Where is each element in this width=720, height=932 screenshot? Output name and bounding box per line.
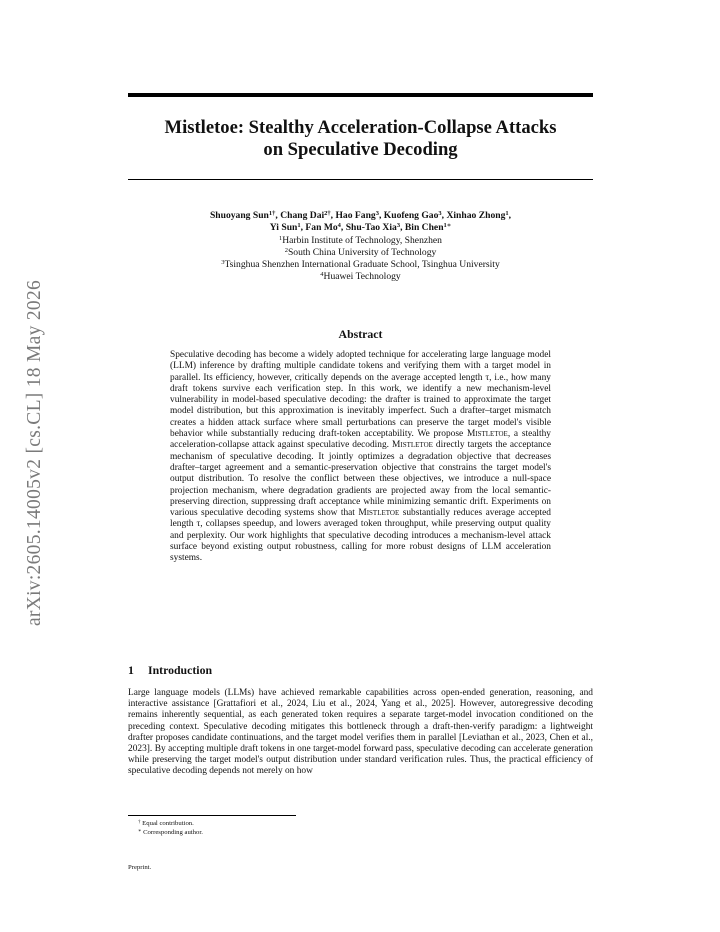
author-names: Shuoyang Sun$^{1\dagger}$, Chang Dai$^{2\dagger}$, Hao Fang$^3$, Kuofeng Gao$^3$, Xinhao Zhong$^1$, Yi Sun$^1$, Fan Mo$^4$, Shu-Tao Xia$^3$, Bin Chen$^{1∗}$ (209, 210, 512, 234)
author: Hao Fang$^3$ (335, 210, 379, 221)
footnote: † Equal contribution. (138, 820, 194, 827)
author-block (128, 210, 593, 284)
paper-title (128, 117, 593, 161)
section-title: Introduction (148, 663, 213, 677)
title-line-2: on Speculative Decoding (263, 139, 458, 160)
author: Chang Dai$^{2\dagger}$ (280, 210, 331, 221)
method-name: Mistletoe (358, 508, 400, 519)
author: Fan Mo$^4$ (305, 222, 341, 234)
abstract-heading: Abstract (338, 327, 383, 341)
affiliation: $^2$South China University of Technology (284, 246, 437, 258)
section-number: 1 (128, 663, 134, 677)
author: Shuoyang Sun$^{1\dagger}$ (209, 210, 276, 221)
affiliation: $^3$Tsinghua Shenzhen International Graduate School, Tsinghua University (221, 259, 500, 271)
author: Shu-Tao Xia$^3$ (345, 222, 401, 234)
method-name: Mistletoe (466, 429, 508, 440)
affiliation: $^4$Huawei Technology (320, 271, 401, 283)
author: Xinhao Zhong$^1$ (446, 210, 509, 221)
affiliation: $^1$Harbin Institute of Technology, Shenzhen (279, 234, 442, 246)
footnote-rule (128, 815, 296, 816)
arxiv-identifier (20, 258, 50, 648)
abstract-body: Speculative decoding has become a widely adopted technique for accelerating large language model (LLM) inference by drafting multiple candidate tokens and verifying them with a target model in parallel. Its efficiency, however, critically depends on the average accepted length τ, i.e., how many draft tokens survive each verification step. In this work, we identify a new mechanism-level vulnerability in model-based speculative decoding: the drafter is trained to approximate the target model distribution, but this approximation is inevitably imperfect. Such a drafter–target mismatch creates a hidden attack surface where small perturbations can preserve the target model's visible behavior while substantially reducing draft-token acceptability. We propose Mistletoe, a stealthy acceleration-collapse attack against speculative decoding. Mistletoe directly targets the acceptance mechanism of speculative decoding. It jointly optimizes a degradation objective that decreases drafter–target agreement and a semantic-preservation objective that constrains the target model's output distribution. To resolve the conflict between these objectives, we introduce a null-space projection mechanism, where degradation gradients are projected away from the local semantic-preserving direction, suppressing draft acceptance while minimizing semantic drift. Experiments on various speculative decoding systems show that Mistletoe substantially reduces average accepted length τ, collapses speedup, and lowers averaged token throughput, while preserving output quality and perplexity. Our work highlights that speculative decoding introduces a mechanism-level attack surface beyond existing output robustness, calling for more robust designs of LLM acceleration systems. (170, 350, 551, 564)
author: Bin Chen$^{1∗}$ (404, 222, 452, 234)
footnotes (138, 819, 203, 837)
author: Yi Sun$^1$ (269, 222, 301, 234)
arxiv-identifier-text: arXiv:2605.14005v2 [cs.CL] 18 May 2026 (24, 279, 45, 627)
introduction-paragraph: Large language models (LLMs) have achieved remarkable capabilities across open-ended generation, reasoning, and interactive assistance [Grattafiori et al., 2024, Liu et al., 2024, Yang et al., 2025]. However, autoregressive decoding remains inherently sequential, as each generated token requires a separate target-model invocation conditioned on the preceding context. Speculative decoding mitigates this bottleneck through a draft-then-verify paradigm: a lightweight drafter proposes candidate continuations, and the target model verifies them in parallel [Leviathan et al., 2023, Chen et al., 2023]. By accepting multiple draft tokens in one target-model forward pass, speculative decoding can accelerate generation while preserving the target model's output distribution under standard verification rules. Thus, the practical efficiency of speculative decoding depends not merely on how (128, 688, 593, 777)
section-heading (128, 663, 212, 678)
title-bottom-rule (128, 179, 593, 180)
footnote: ∗ Corresponding author. (138, 829, 203, 836)
method-name: Mistletoe (392, 440, 433, 451)
preprint-label: Preprint. (128, 864, 152, 871)
title-top-rule (128, 93, 593, 97)
author: Kuofeng Gao$^3$ (383, 210, 442, 221)
title-line-1: Mistletoe: Stealthy Acceleration-Collapse Attacks (164, 117, 557, 138)
